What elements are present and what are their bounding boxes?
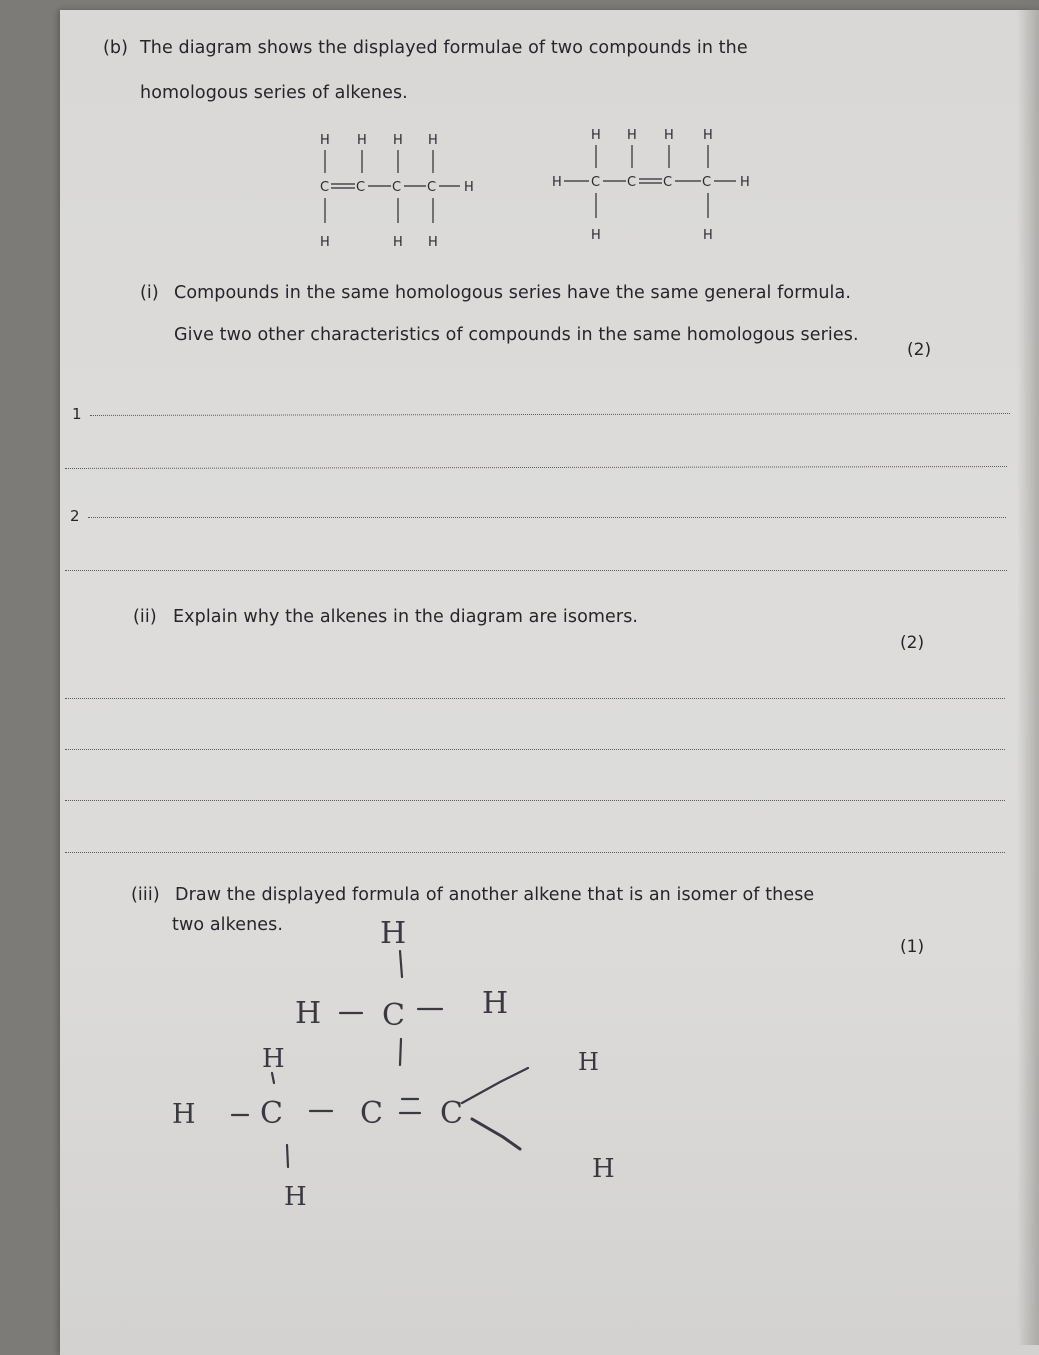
atom-c: C bbox=[663, 175, 673, 190]
sub-ii-marks: (2) bbox=[900, 633, 925, 653]
atom-h: H bbox=[284, 1182, 307, 1212]
answer-line[interactable] bbox=[65, 698, 1005, 699]
sub-i-text-2: Give two other characteristics of compounds in the same homologous series. bbox=[174, 325, 859, 345]
sub-i-label: (i) bbox=[140, 283, 159, 303]
answer-line[interactable] bbox=[65, 570, 1007, 571]
answer-line[interactable] bbox=[65, 749, 1005, 750]
atom-h: H bbox=[393, 133, 403, 148]
atom-c: C bbox=[440, 1096, 463, 1131]
atom-h: H bbox=[393, 235, 403, 250]
answer-line[interactable] bbox=[88, 517, 1006, 518]
sub-iii-text-2: two alkenes. bbox=[172, 915, 284, 935]
atom-h: H bbox=[295, 996, 322, 1031]
atom-c: C bbox=[382, 998, 405, 1033]
atom-h: H bbox=[172, 1099, 196, 1130]
sub-ii-label: (ii) bbox=[133, 607, 157, 627]
atom-h: H bbox=[320, 235, 330, 250]
sub-ii-text: Explain why the alkenes in the diagram are isomers. bbox=[173, 607, 639, 627]
intro-line-2: homologous series of alkenes. bbox=[140, 83, 408, 103]
sub-i-text-1: Compounds in the same homologous series have the same general formula. bbox=[174, 283, 851, 303]
intro-line-1: The diagram shows the displayed formulae of two compounds in the bbox=[140, 38, 748, 58]
atom-c: C bbox=[360, 1096, 383, 1131]
atom-h: H bbox=[428, 133, 438, 148]
atom-h: H bbox=[464, 180, 474, 195]
atom-h: H bbox=[592, 1154, 615, 1184]
atom-h: H bbox=[591, 128, 601, 143]
sub-iii-text-1: Draw the displayed formula of another alkene that is an isomer of these bbox=[175, 885, 815, 905]
atom-h: H bbox=[740, 175, 750, 190]
atom-c: C bbox=[591, 175, 601, 190]
atom-h: H bbox=[482, 986, 509, 1021]
atom-c: C bbox=[260, 1096, 283, 1131]
part-label: (b) bbox=[103, 38, 129, 58]
handwritten-answer-drawing bbox=[160, 905, 640, 1212]
atom-h: H bbox=[357, 133, 367, 148]
sub-iii-marks: (1) bbox=[900, 937, 925, 957]
sub-iii-label: (iii) bbox=[131, 885, 160, 905]
page-edge-shadow bbox=[1017, 0, 1039, 1345]
atom-c: C bbox=[702, 175, 712, 190]
atom-h: H bbox=[664, 128, 674, 143]
answer-line[interactable] bbox=[65, 852, 1005, 853]
atom-c: C bbox=[320, 180, 330, 195]
atom-h: H bbox=[578, 1048, 599, 1076]
answer-number-2: 2 bbox=[70, 507, 80, 525]
atom-c: C bbox=[427, 180, 437, 195]
atom-h: H bbox=[380, 916, 407, 951]
atom-c: C bbox=[392, 180, 402, 195]
displayed-formula-but-1-ene bbox=[310, 128, 495, 253]
atom-c: C bbox=[627, 175, 637, 190]
atom-h: H bbox=[428, 235, 438, 250]
sub-i-marks: (2) bbox=[907, 340, 932, 360]
atom-h: H bbox=[703, 128, 713, 143]
atom-h: H bbox=[627, 128, 637, 143]
atom-h: H bbox=[552, 175, 562, 190]
answer-line[interactable] bbox=[65, 800, 1005, 801]
displayed-formula-but-2-ene bbox=[550, 123, 765, 248]
atom-h: H bbox=[591, 228, 601, 243]
atom-c: C bbox=[356, 180, 366, 195]
answer-number-1: 1 bbox=[72, 405, 82, 423]
atom-h: H bbox=[262, 1044, 285, 1074]
atom-h: H bbox=[703, 228, 713, 243]
atom-h: H bbox=[320, 133, 330, 148]
